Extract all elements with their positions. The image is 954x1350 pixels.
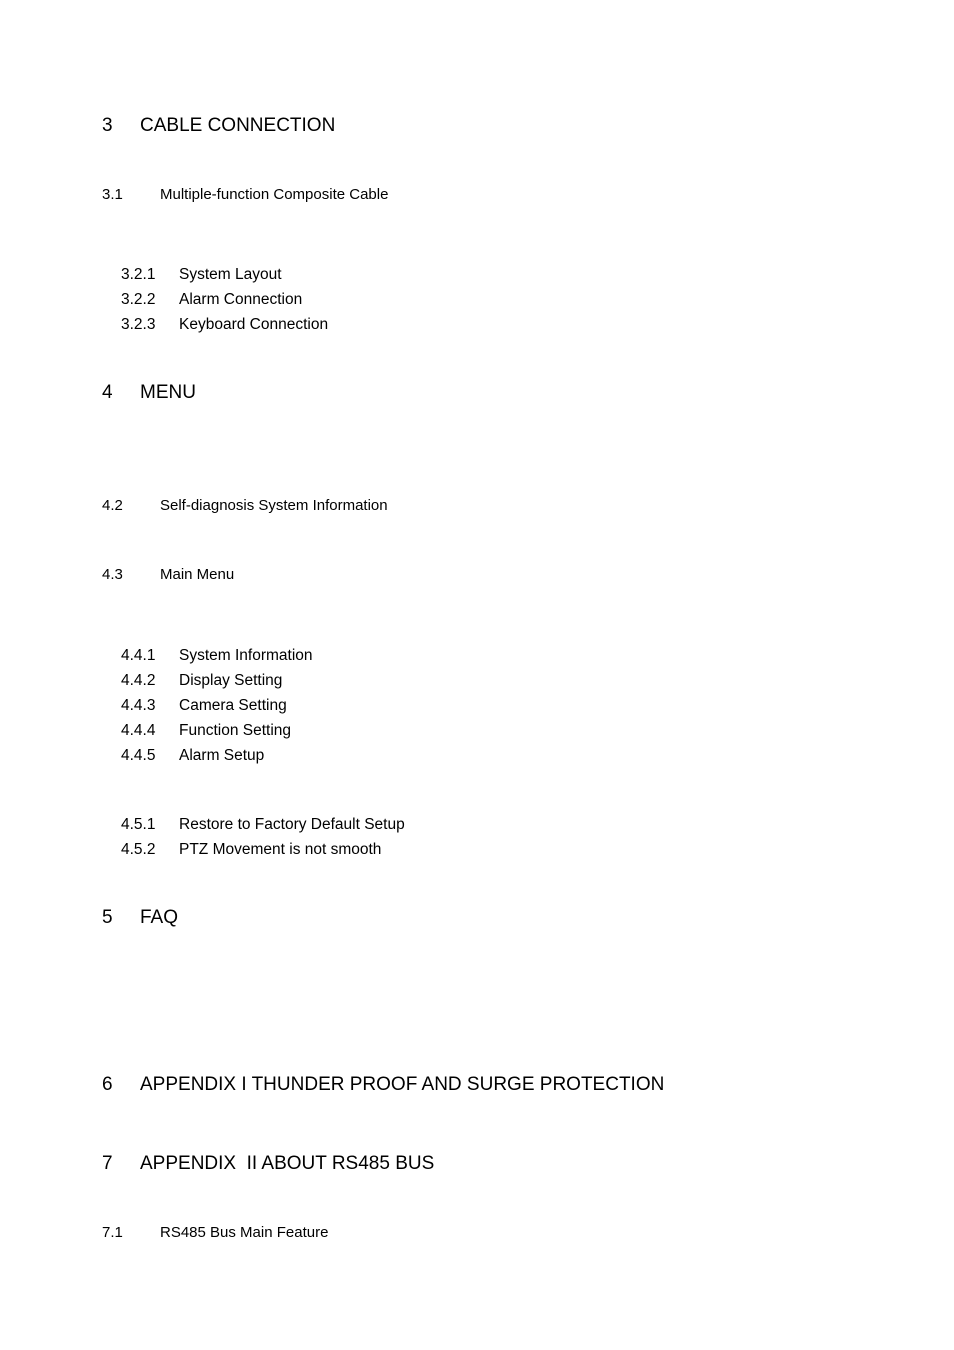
section-number: 4.4.1	[121, 647, 156, 664]
section-number: 4.4.4	[121, 722, 156, 739]
section-title: Camera Setting	[179, 697, 287, 714]
section-number: 4.5.2	[121, 841, 156, 858]
section-number: 3.1	[102, 186, 123, 203]
section-title: MENU	[140, 382, 196, 403]
section-title: System Layout	[179, 266, 282, 283]
section-number: 4.4.5	[121, 747, 156, 764]
section-number: 7	[102, 1153, 113, 1174]
section-number: 6	[102, 1074, 113, 1095]
section-title: CABLE CONNECTION	[140, 115, 336, 136]
section-number: 4.2	[102, 497, 123, 514]
section-number: 4	[102, 382, 113, 403]
section-title: Alarm Setup	[179, 747, 265, 764]
section-title: Display Setting	[179, 672, 283, 689]
section-number: 7.1	[102, 1224, 123, 1241]
section-number: 3	[102, 115, 113, 136]
section-title: System Information	[179, 647, 313, 664]
section-title: Keyboard Connection	[179, 316, 329, 333]
section-number: 4.5.1	[121, 816, 156, 833]
section-title: Multiple-function Composite Cable	[160, 186, 389, 203]
section-title: Function Setting	[179, 722, 292, 739]
section-title: FAQ	[140, 907, 179, 928]
section-number: 4.4.2	[121, 672, 156, 689]
section-title: Self-diagnosis System Information	[160, 497, 388, 514]
section-number: 4.3	[102, 566, 123, 583]
section-number: 5	[102, 907, 113, 928]
section-number: 4.4.3	[121, 697, 156, 714]
section-title: PTZ Movement is not smooth	[179, 841, 382, 858]
section-title: APPENDIX II ABOUT RS485 BUS	[140, 1153, 435, 1174]
section-title: RS485 Bus Main Feature	[160, 1224, 329, 1241]
section-title: Main Menu	[160, 566, 235, 583]
section-title: APPENDIX I THUNDER PROOF AND SURGE PROTECTION	[140, 1074, 665, 1095]
section-title: Alarm Connection	[179, 291, 303, 308]
section-number: 3.2.1	[121, 266, 156, 283]
section-number: 3.2.3	[121, 316, 156, 333]
section-title: Restore to Factory Default Setup	[179, 816, 405, 833]
section-number: 3.2.2	[121, 291, 156, 308]
